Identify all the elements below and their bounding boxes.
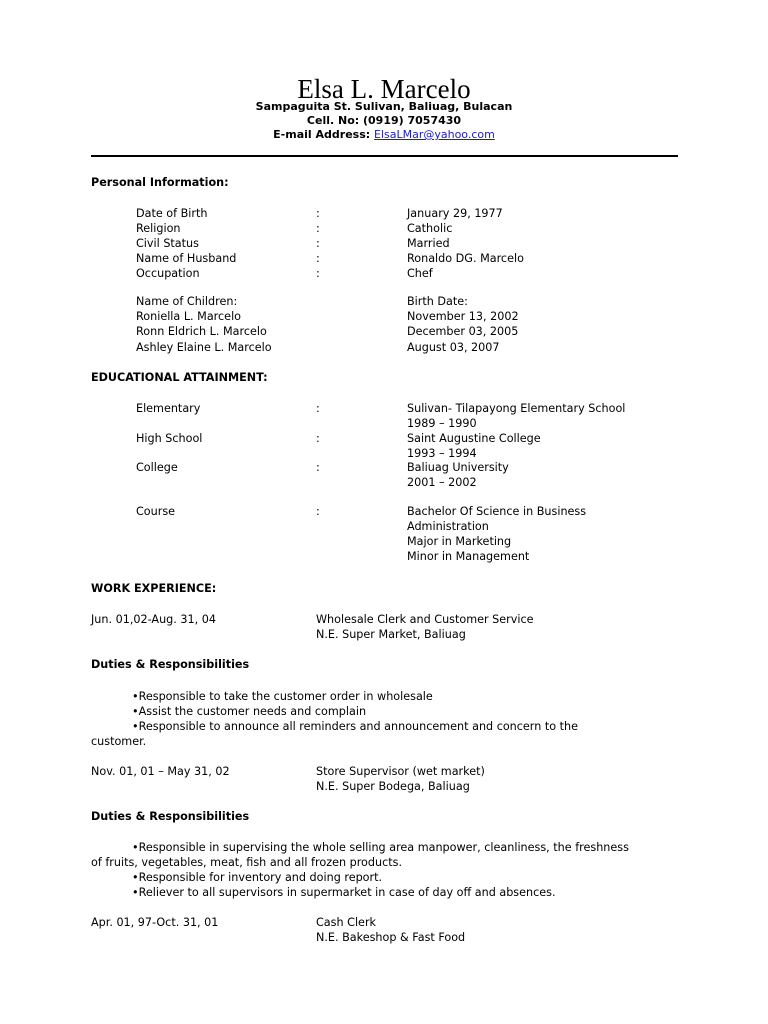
school-years: 1989 – 1990 <box>407 417 477 430</box>
email-link[interactable]: ElsaLMar@yahoo.com <box>373 128 495 141</box>
school-name: Baliuag University <box>407 461 509 474</box>
education-level: Course <box>136 505 176 518</box>
personal-label: Occupation <box>136 267 200 280</box>
job-period: Jun. 01,02-Aug. 31, 04 <box>91 613 216 626</box>
job-period: Nov. 01, 01 – May 31, 02 <box>91 765 230 778</box>
course-line: Bachelor Of Science in Business <box>407 505 587 518</box>
child-name: Ronn Eldrich L. Marcelo <box>136 325 267 338</box>
personal-value: January 29, 1977 <box>407 207 503 220</box>
colon: : <box>316 267 320 280</box>
personal-label: Date of Birth <box>136 207 208 220</box>
duty-item-continued: customer. <box>91 735 147 748</box>
education-heading: EDUCATIONAL ATTAINMENT: <box>91 371 268 384</box>
course-line: Minor in Management <box>407 550 530 563</box>
personal-label: Name of Husband <box>136 252 237 265</box>
colon: : <box>316 237 320 250</box>
duty-item: •Responsible for inventory and doing report. <box>132 871 383 884</box>
birth-date-label: Birth Date: <box>407 295 468 308</box>
colon: : <box>316 402 320 415</box>
duty-item: •Reliever to all supervisors in supermarket in case of day off and absences. <box>132 886 556 899</box>
job-title: Wholesale Clerk and Customer Service <box>316 613 534 626</box>
duty-item-continued: of fruits, vegetables, meat, fish and all frozen products. <box>91 856 403 869</box>
colon: : <box>316 222 320 235</box>
school-years: 2001 – 2002 <box>407 476 477 489</box>
child-birth-date: November 13, 2002 <box>407 310 519 323</box>
job-place: N.E. Super Market, Baliuag <box>316 628 466 641</box>
child-name: Ashley Elaine L. Marcelo <box>136 341 272 354</box>
personal-value: Catholic <box>407 222 453 235</box>
child-name: Roniella L. Marcelo <box>136 310 242 323</box>
school-name: Sulivan- Tilapayong Elementary School <box>407 402 626 415</box>
duty-item: •Assist the customer needs and complain <box>132 705 367 718</box>
job-period: Apr. 01, 97-Oct. 31, 01 <box>91 916 219 929</box>
personal-label: Religion <box>136 222 181 235</box>
email-line <box>0 128 768 142</box>
duties-heading: Duties & Responsibilities <box>91 658 250 671</box>
education-level: High School <box>136 432 203 445</box>
education-level: Elementary <box>136 402 201 415</box>
personal-label: Civil Status <box>136 237 199 250</box>
children-label: Name of Children: <box>136 295 238 308</box>
personal-value: Married <box>407 237 450 250</box>
colon: : <box>316 252 320 265</box>
school-years: 1993 – 1994 <box>407 447 477 460</box>
header-divider <box>91 155 678 157</box>
email-label: E-mail Address: <box>273 128 374 141</box>
colon: : <box>316 461 320 474</box>
job-title: Store Supervisor (wet market) <box>316 765 485 778</box>
colon: : <box>316 505 320 518</box>
applicant-name: Elsa L. Marcelo <box>297 74 471 104</box>
address: Sampaguita St. Sulivan, Baliuag, Bulacan <box>255 100 513 113</box>
colon: : <box>316 432 320 445</box>
duty-item: •Responsible to take the customer order in wholesale <box>132 690 433 703</box>
colon: : <box>316 207 320 220</box>
job-title: Cash Clerk <box>316 916 377 929</box>
course-line: Major in Marketing <box>407 535 512 548</box>
child-birth-date: August 03, 2007 <box>407 341 500 354</box>
personal-value: Chef <box>407 267 433 280</box>
job-place: N.E. Super Bodega, Baliuag <box>316 780 470 793</box>
duty-item: •Responsible in supervising the whole selling area manpower, cleanliness, the freshness <box>132 841 629 854</box>
cell-number: Cell. No: (0919) 7057430 <box>306 114 462 127</box>
work-heading: WORK EXPERIENCE: <box>91 582 217 595</box>
duty-item: •Responsible to announce all reminders and announcement and concern to the <box>132 720 579 733</box>
duties-heading: Duties & Responsibilities <box>91 810 250 823</box>
course-line: Administration <box>407 520 489 533</box>
job-place: N.E. Bakeshop & Fast Food <box>316 931 466 944</box>
personal-info-heading: Personal Information: <box>91 176 229 189</box>
child-birth-date: December 03, 2005 <box>407 325 519 338</box>
education-level: College <box>136 461 178 474</box>
personal-value: Ronaldo DG. Marcelo <box>407 252 524 265</box>
school-name: Saint Augustine College <box>407 432 541 445</box>
